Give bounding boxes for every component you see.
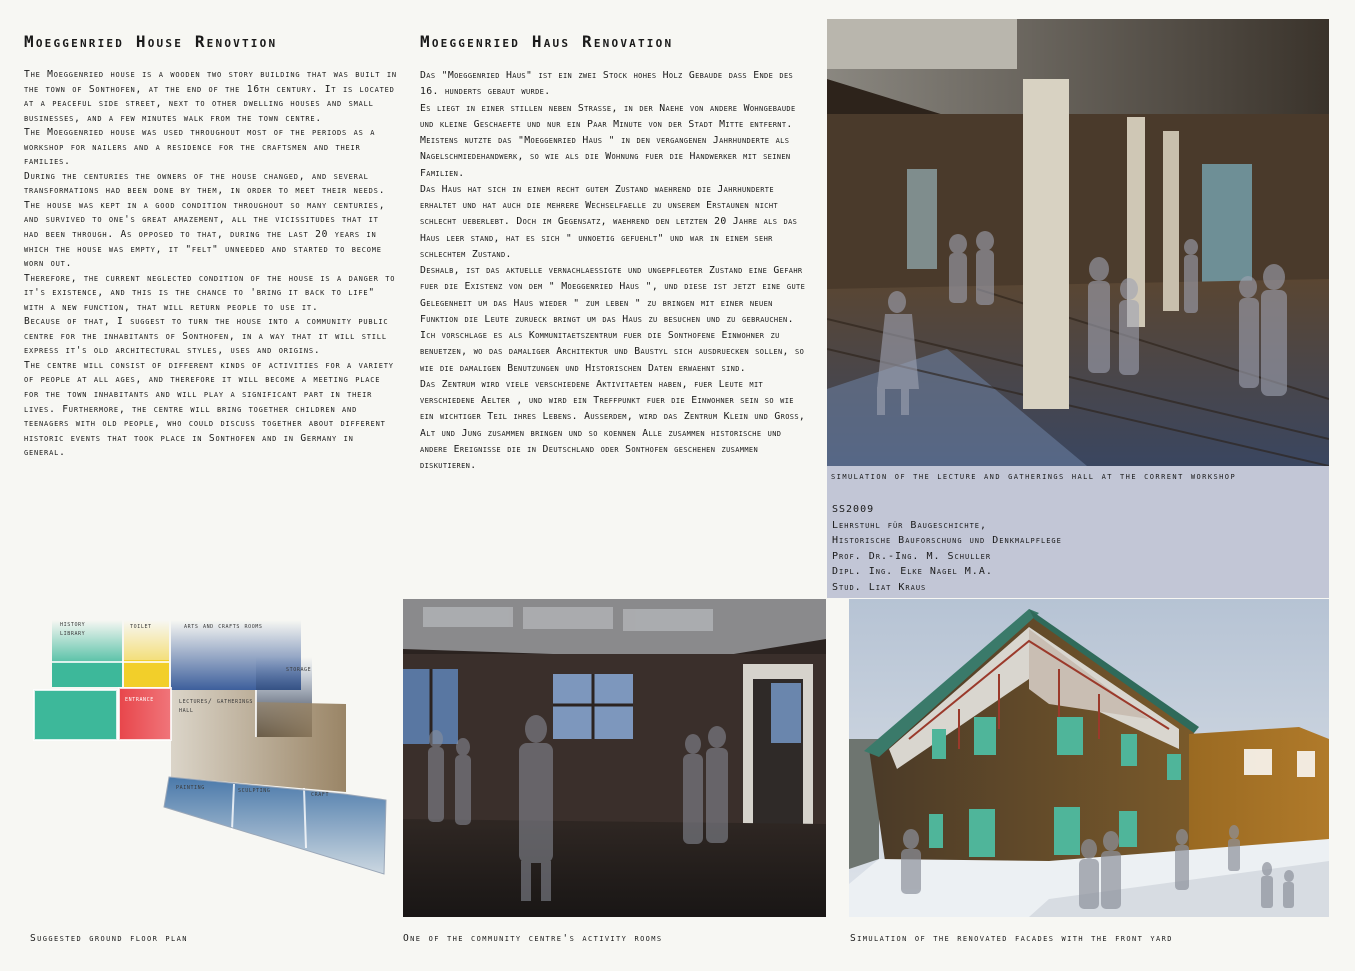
label-arts-crafts: arts and crafts rooms (184, 622, 263, 630)
label-entrance: entrance (125, 695, 154, 703)
floor-plan (24, 612, 394, 882)
credit-department: Historische Bauforschung und Denkmalpflege (832, 535, 1062, 547)
english-paragraph: The Moeggenried house is a wooden two story building that was built in the town of Sonthofen, at the end of the 16th century. It is located at a peaceful side street, next to other dwelling houses and small businesses, and a few minutes walk from the town centre. (24, 69, 397, 124)
german-paragraph: Meistens nutzte das "Moeggenried Haus " in den vergangenen Jahrhunderte als Nagelschmiedehandwerk, so wie als die Wohnung fuer die Handwerker mit seinen Familien. (420, 135, 791, 179)
credits-lines (832, 502, 1062, 596)
german-heading: Moeggenried Haus Renovation (420, 32, 674, 51)
german-paragraph: Das Haus hat sich in einem recht gutem Zustand waehrend die Jahrhunderte erhaltet und hat auch die mehrere Wechselfaelle zu unserem Erstaunen nicht schlecht ueberlebt. Doch im Gegensatz, waehrend den letzten 20 Jahre als das Haus leer stand, hat es sich " unnoetig gefuehlt" und war in einem sehr schlechtem Zustand. (420, 183, 798, 260)
facade-photo (849, 599, 1329, 917)
credit-student: Stud. Liat Kraus (832, 581, 927, 593)
english-paragraph: During the centuries the owners of the house changed, and several transformations had been done by them, in order to meet their needs. (24, 170, 386, 197)
german-paragraph: Deshalb, ist das aktuelle vernachlaessigte und ungepflegter Zustand eine Gefahr fuer die Existenz von dem " Moeggenried Haus ", und diese ist jetzt eine gute Gelegenheit um das Haus wieder " zum leben " zu bringen mit einer neuen Funktion die Leute zurueck bringt um das Haus zu besuchen und zu gebrauchen. (420, 265, 806, 325)
label-sculpting: sculpting (238, 786, 271, 794)
label-history-library: history library (60, 620, 86, 637)
credit-advisor: Dipl. Ing. Elke Nagel M.A. (832, 566, 993, 578)
german-paragraph: Das "Moeggenried Haus" ist ein zwei Stock hohes Holz Gebaude dass Ende des 16. hunderts gebaut wurde. (420, 70, 794, 98)
german-paragraph: Es liegt in einer stillen neben Strasse, in der Naehe von andere Wohngebaude und kleine Geschaefte und nur ein Paar Minute von der Stadt Mitte entfernt. (420, 102, 796, 130)
german-text (420, 68, 806, 474)
floor-plan-caption: Suggested ground floor plan (30, 933, 188, 944)
credit-semester: SS2009 (832, 504, 875, 515)
label-storage: storage (286, 665, 312, 673)
activity-room-caption: One of the community centre's activity rooms (403, 933, 663, 944)
activity-room-photo (403, 599, 826, 917)
english-paragraph: Therefore, the current neglected condition of the house is a danger to it's existence, and this is the chance to 'bring it back to life" with a new function, that will return people to use it. (24, 272, 396, 313)
credits-panel (827, 466, 1329, 598)
english-text (24, 68, 398, 461)
label-craft: craft (311, 790, 330, 798)
facade-caption: Simulation of the renovated facades with the front yard (850, 933, 1173, 944)
label-painting: painting (176, 783, 205, 791)
english-paragraph: The house was kept in a good condition throughout so many centuries, and survived to one's great amazement, all the vicissitudes that it had been through. As opposed to that, during the last 20 years in which the house was empty, it "felt" unneeded and started to become worn out. (24, 199, 386, 270)
hall-photo (827, 19, 1329, 466)
credit-professor: Prof. Dr.-Ing. M. Schuller (832, 550, 992, 562)
facade-image (849, 599, 1329, 917)
label-lectures-hall: lectures/ gatherings hall (179, 697, 254, 714)
credit-chair: Lehrstuhl für Baugeschichte, (832, 519, 988, 531)
hall-photo-caption: simulation of the lecture and gatherings hall at the corrent workshop (831, 471, 1237, 482)
english-paragraph: Because of that, I suggest to turn the house into a community public centre for the inhabitants of Sonthofen, in a way that it will still express it's old architectural styles, uses and origins. (24, 316, 389, 357)
english-paragraph: The centre will consist of different kinds of activities for a variety of people at all ages, and therefore it will become a meeting place for the town inhabitants and will play a significant part in their lives. Furthermore, the centre will bring together children and teenagers with old people, who could discuss together about different historic events that took place in Sonthofen and in Germany in general. (24, 359, 394, 459)
german-paragraph: Das Zentrum wird viele verschiedene Aktivitaeten haben, fuer Leute mit verschiedene Aelter , und wird ein Treffpunkt fuer die Einwohner sein so wie ein wichtiger Teil ihres Lebens. Ausserdem, wird das Zentrum Klein und Gross, Alt und Jung zusammen bringen und so koennen Alle zusammen historische und andere Ereignisse die in Deutschland oder Sonthofen geschehen zusammen diskutieren. (420, 378, 806, 471)
english-heading: Moeggenried House Renovtion (24, 32, 278, 51)
floor-plan-drawing (24, 612, 394, 882)
english-paragraph: The Moeggenried house was used throughout most of the periods as a workshop for nailers and a residence for the craftsmen and their families. (24, 127, 376, 168)
hall-photo-image (827, 19, 1329, 466)
activity-room-image (403, 599, 826, 917)
german-paragraph: Ich vorschlage es als Kommunitaetszentrum fuer die Sonthofene Einwohner zu benuetzen, wo das damaliger Architektur und Baustyl sich ausdruecken sollen, so wie die damaligen Benutzungen und Historischen Daten erwaehnt sind. (420, 330, 805, 374)
label-toilet: toilet (130, 622, 152, 630)
